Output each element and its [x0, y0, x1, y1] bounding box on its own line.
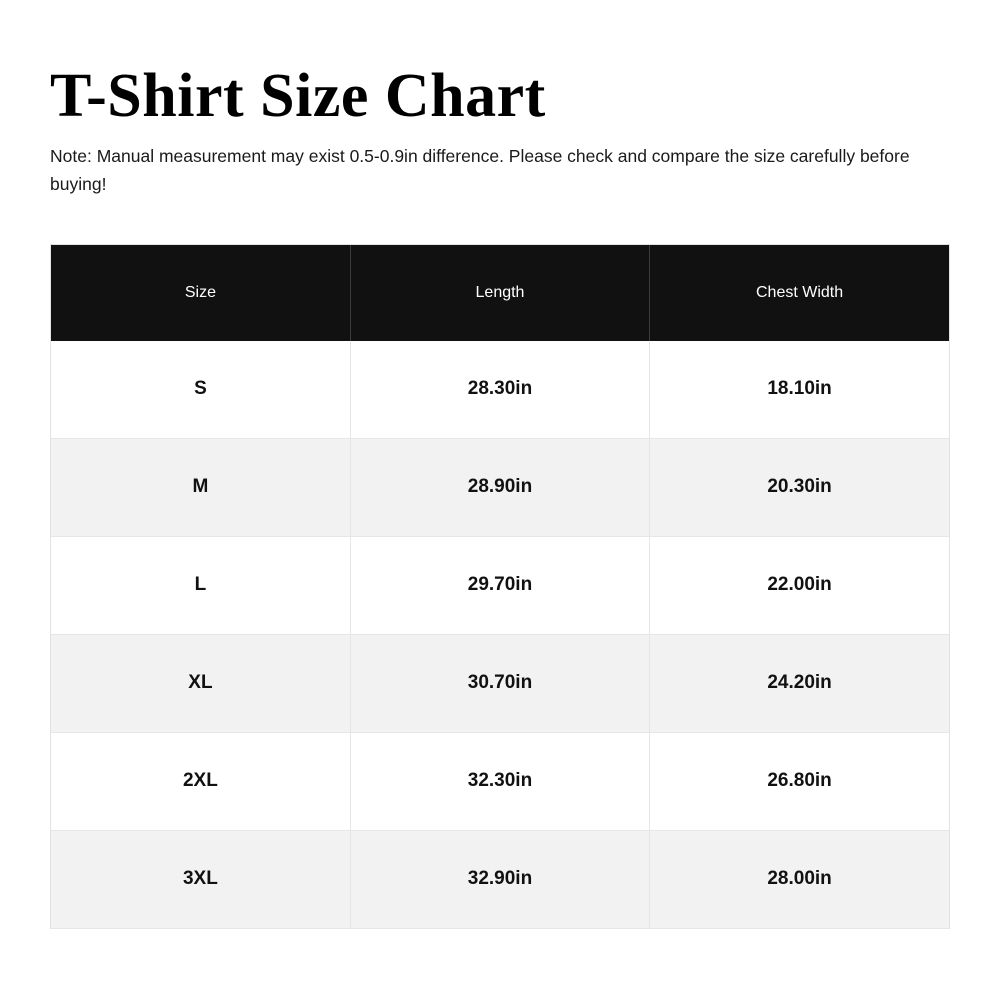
- table-header-row: [51, 245, 949, 341]
- table-body: [51, 341, 949, 929]
- column-header-length: Length: [350, 245, 649, 341]
- page-title: T-Shirt Size Chart: [50, 62, 546, 130]
- cell-length: 32.30in: [350, 732, 649, 830]
- cell-length: 28.90in: [350, 438, 649, 536]
- cell-chest-width: 28.00in: [650, 830, 949, 928]
- cell-length: 29.70in: [350, 536, 649, 634]
- measurement-note: Note: Manual measurement may exist 0.5-0.9in difference. Please check and compare the size carefully before buying!: [50, 146, 910, 194]
- cell-size: 2XL: [51, 732, 350, 830]
- cell-size: 3XL: [51, 830, 350, 928]
- cell-size: L: [51, 536, 350, 634]
- column-header-size: Size: [51, 245, 350, 341]
- cell-chest-width: 22.00in: [650, 536, 949, 634]
- table-row: [51, 634, 949, 732]
- cell-size: S: [51, 341, 350, 439]
- cell-length: 32.90in: [350, 830, 649, 928]
- column-header-chest-width: Chest Width: [650, 245, 949, 341]
- cell-length: 30.70in: [350, 634, 649, 732]
- table-row: [51, 830, 949, 928]
- table-row: [51, 438, 949, 536]
- cell-length: 28.30in: [350, 341, 649, 439]
- cell-chest-width: 26.80in: [650, 732, 949, 830]
- size-chart-table-container: [50, 244, 950, 929]
- cell-chest-width: 20.30in: [650, 438, 949, 536]
- cell-chest-width: 24.20in: [650, 634, 949, 732]
- table-row: [51, 732, 949, 830]
- cell-chest-width: 18.10in: [650, 341, 949, 439]
- table-row: [51, 341, 949, 439]
- table-header: [51, 245, 949, 341]
- table-row: [51, 536, 949, 634]
- cell-size: XL: [51, 634, 350, 732]
- cell-size: M: [51, 438, 350, 536]
- size-chart-table: [51, 245, 949, 929]
